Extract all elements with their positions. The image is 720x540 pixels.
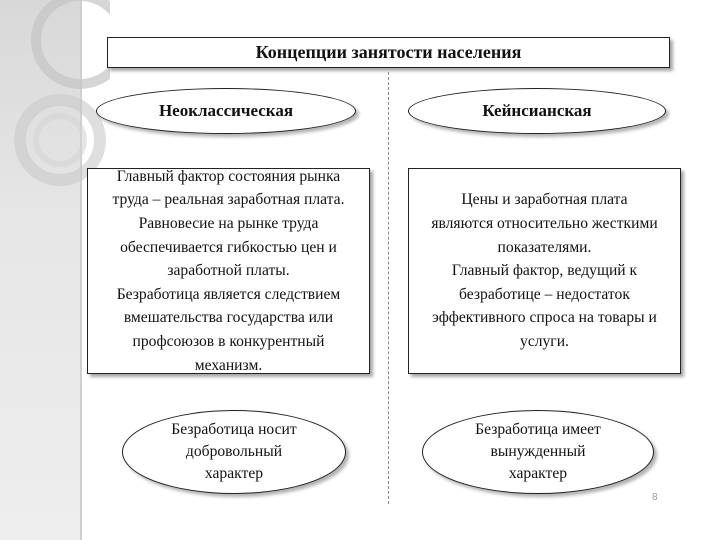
keynesian-conclusion-ellipse	[422, 410, 654, 494]
neoclassical-heading: Неоклассическая	[158, 101, 294, 120]
page-number: 8	[652, 492, 658, 503]
neoclassical-conclusion-ellipse	[122, 410, 346, 494]
keynesian-heading-ellipse	[408, 88, 666, 134]
neoclassical-description: Главный фактор состояния рынка труда – реальная заработная плата. Равновесие на рынке труда обеспечивается гибкостью цен и заработной платы. Безработица является следствием вмешательства государства или профсоюзов в конкурентный механизм.	[112, 167, 345, 374]
keynesian-conclusion: Безработица имеет вынужденный характер	[475, 421, 601, 482]
keynesian-description-box	[408, 168, 681, 374]
column-divider	[388, 72, 389, 504]
keynesian-description: Цены и заработная плата являются относительно жесткими показателями. Главный фактор, ведущий к безработице – недостаток эффективного спроса на товары и услуги.	[431, 191, 658, 350]
slide-title: Концепции занятости населения	[255, 42, 522, 62]
keynesian-heading: Кейнсианская	[482, 101, 592, 120]
neoclassical-conclusion: Безработица носит добровольный характер	[171, 421, 297, 482]
neoclassical-description-box	[87, 168, 370, 374]
slide-title-box	[107, 37, 670, 68]
neoclassical-heading-ellipse	[96, 88, 356, 134]
